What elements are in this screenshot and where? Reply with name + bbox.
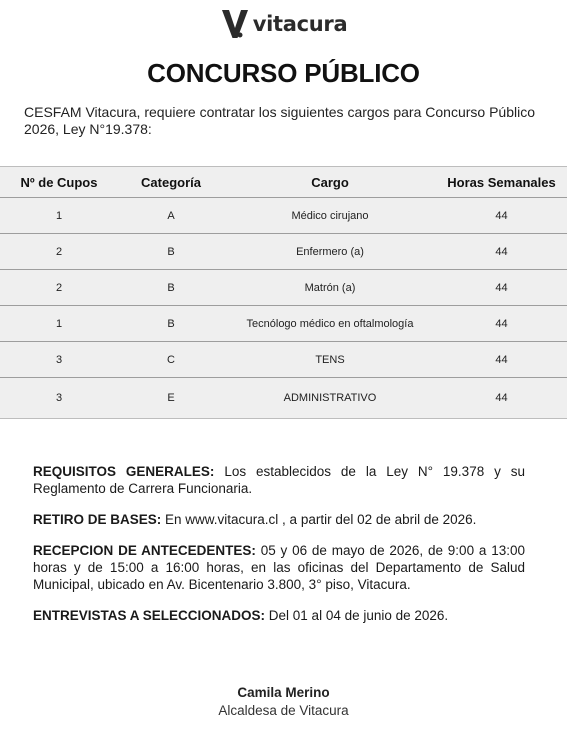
retiro-label: RETIRO DE BASES: [33, 512, 162, 527]
cell-cupos: 1 [55, 209, 63, 222]
cell-cupos: 3 [55, 353, 63, 366]
signatory-name: Camila Merino [237, 685, 330, 700]
table-row [0, 306, 567, 342]
recepcion-label: RECEPCION DE ANTECEDENTES: [33, 543, 256, 558]
cell-cupos: 2 [55, 281, 63, 294]
column-header-cargo: Cargo [311, 174, 349, 190]
cell-categoria: C [167, 353, 175, 366]
cell-cargo: Enfermero (a) [296, 245, 364, 258]
table-header-row [0, 167, 567, 198]
recepcion-de-antecedentes [33, 542, 525, 593]
entrevistas-text: Del 01 al 04 de junio de 2026. [265, 608, 449, 623]
table-row [0, 234, 567, 270]
cell-cupos: 2 [55, 245, 63, 258]
cell-horas: 44 [495, 245, 508, 258]
positions-table [0, 166, 567, 419]
cell-horas: 44 [495, 317, 508, 330]
cell-cupos: 1 [55, 317, 63, 330]
table-row [0, 270, 567, 306]
intro-text: CESFAM Vitacura, requiere contratar los siguientes cargos para Concurso Público 2026, Ley N°19.378: [24, 104, 535, 137]
cell-horas: 44 [495, 209, 508, 222]
entrevistas [33, 607, 525, 624]
column-header-horas: Horas Semanales [447, 174, 556, 190]
cell-cupos: 3 [55, 392, 63, 404]
requirements-section [33, 463, 525, 638]
table-row [0, 198, 567, 234]
signatory-role: Alcaldesa de Vitacura [218, 703, 349, 718]
cell-categoria: B [167, 245, 175, 258]
cell-categoria: B [167, 281, 175, 294]
cell-categoria: A [167, 209, 175, 222]
requisitos-text: Los establecidos de la Ley N° 19.378 y su Reglamento de Carrera Funcionaria. [33, 464, 525, 496]
signature-block [0, 685, 567, 718]
cell-cargo: Tecnólogo médico en oftalmología [246, 317, 414, 330]
requisitos-generales [33, 463, 525, 497]
vitacura-logo [0, 8, 567, 40]
logo-text: vitacura [252, 12, 348, 36]
cell-categoria: B [167, 317, 175, 330]
column-header-categoria: Categoría [141, 174, 201, 190]
column-header-cupos: Nº de Cupos [20, 174, 98, 190]
table-row [0, 378, 567, 418]
recepcion-text: 05 y 06 de mayo de 2026, de 9:00 a 13:00 horas y de 15:00 a 16:00 horas, en las oficinas del Departamento de Salud Municipal, ubicado en Av. Bicentenario 3.800, 3° piso, Vitacura. [33, 543, 525, 592]
cell-cargo: ADMINISTRATIVO [283, 392, 377, 404]
cell-cargo: Matrón (a) [304, 281, 356, 294]
cell-categoria: E [167, 392, 175, 404]
page-title: CONCURSO PÚBLICO [147, 58, 420, 88]
cell-horas: 44 [495, 281, 508, 294]
cell-horas: 44 [495, 392, 508, 404]
cell-horas: 44 [495, 353, 508, 366]
retiro-de-bases [33, 511, 525, 528]
entrevistas-label: ENTREVISTAS A SELECCIONADOS: [33, 608, 266, 623]
table-row [0, 342, 567, 378]
vitacura-v-logo-icon [220, 8, 250, 40]
cell-cargo: TENS [315, 353, 345, 366]
retiro-text: En www.vitacura.cl , a partir del 02 de abril de 2026. [161, 512, 477, 527]
cell-cargo: Médico cirujano [291, 209, 369, 222]
requisitos-label: REQUISITOS GENERALES: [33, 464, 215, 479]
